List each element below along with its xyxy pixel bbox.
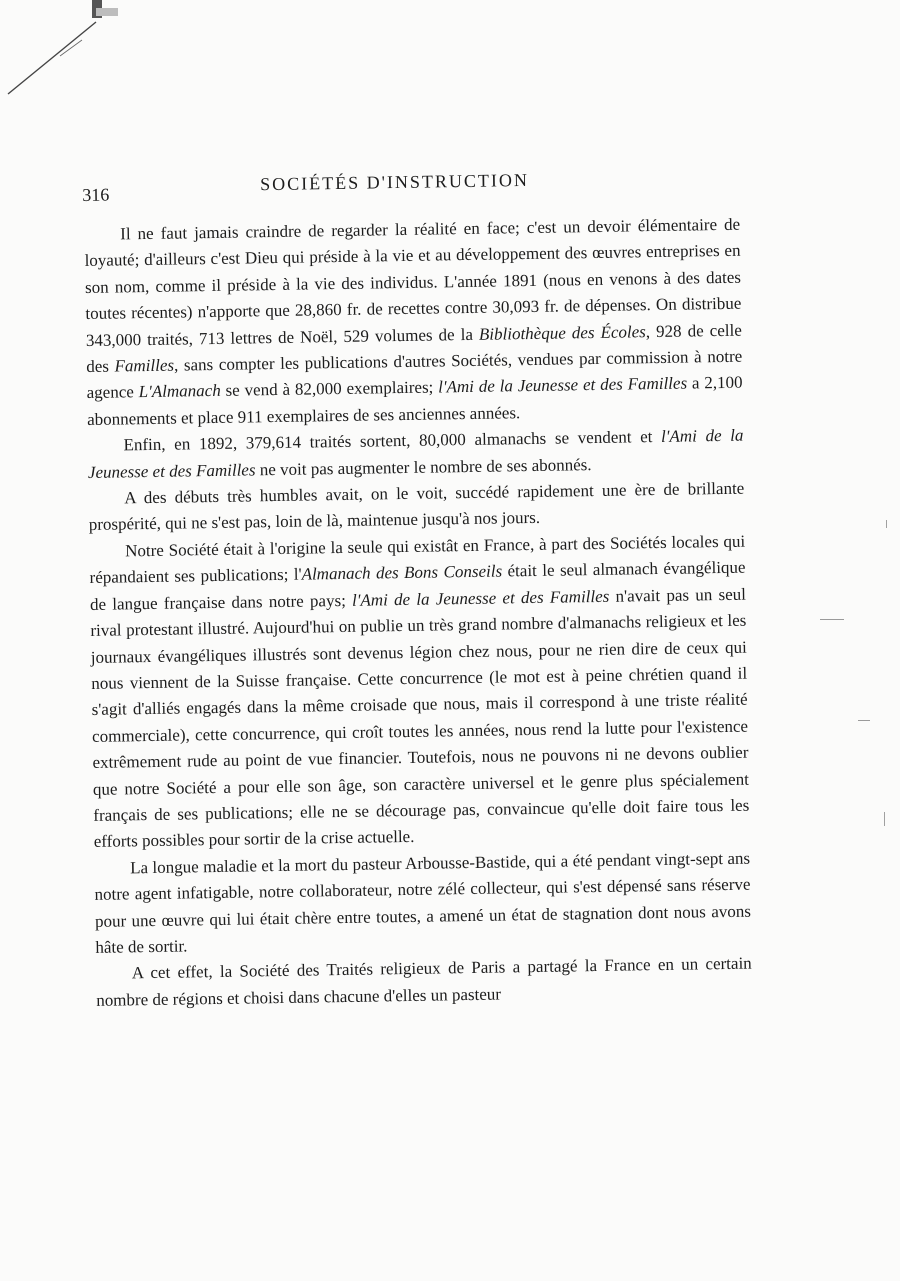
running-head xyxy=(80,165,740,205)
text-run: Notre Société était à l'origine la seule qui existât en France, à part des Sociétés locales qui répandaient ses publications; l' xyxy=(89,531,746,588)
italic-title: Almanach des Bons Conseils xyxy=(301,561,503,584)
text-run: était le seul almanach évangélique de langue française dans notre pays; xyxy=(89,557,746,614)
margin-mark xyxy=(884,812,885,826)
text-run: Enfin, en 1892, 379,614 traités sortent, 80,000 almanachs se vendent et xyxy=(123,427,662,455)
text-run: A cet effet, la Société des Traités religieux de Paris a partagé la France en un certain nombre de régions et choisi dans chacune d'elles un pasteur xyxy=(96,953,752,1010)
margin-mark xyxy=(858,720,870,721)
folded-corner-mark xyxy=(0,0,130,110)
text-run: a 2,100 abonnements et place 911 exemplaires de ses anciennes années. xyxy=(86,373,743,429)
italic-title: L'Almanach xyxy=(138,381,221,402)
text-run: ne voit pas augmenter le nombre de ses abonnés. xyxy=(255,454,592,479)
text-run: Il ne faut jamais craindre de regarder la réalité en face; c'est un devoir élémentaire de loyauté; d'ailleurs c'est Dieu qui préside à la vie et au développement des œuvres entreprises en son nom, comme il préside à la vie des individus. L'année 1891 (nous en venons à des dates toutes récentes) n'apporte que 28,860 fr. de recettes contre 30,093 fr. de dépenses. On distribue 343,000 traités, 713 lettres de Noël, 529 volumes de la xyxy=(84,214,742,350)
text-run: La longue maladie et la mort du pasteur Arbousse-Bastide, qui a été pendant vingt-sept ans notre agent infatigable, notre collaborateur, notre zélé collecteur, qui s'est dépensé sans réserve pour une œuvre qui lui était chère entre toutes, a amené un état de stagnation dont nous avons hâte de sortir. xyxy=(94,848,752,957)
text-run: n'avait pas un seul rival protestant illustré. Aujourd'hui on publie un très grand nombre d'almanachs religieux et les journaux évangéliques illustrés sont devenus légion chez nous, pour ne rien dire de ceux qui nous viennent de la Suisse française. Cette concurrence (le mot est à peine chrétien quand il s'agit d'alliés engagés dans la même croisade que nous, mais il correspond à une triste réalité commerciale), cette concurrence, qui croît toutes les années, nous rend la lutte pour l'existence extrêmement rude au point de vue financier. Toutefois, nous ne pouvons ni ne devons oublier que notre Société a pour elle son âge, son caractère universel et le genre plus spécialement français de ses publications; elle ne se décourage pas, convaincue qu'elle doit faire tous les efforts possibles pour sortir de la crise actuelle. xyxy=(90,584,750,852)
italic-title: l'Ami de la Jeunesse et des Familles xyxy=(87,425,744,482)
page-number: 316 xyxy=(82,184,110,205)
text-run: , sans compter les publications d'autres Sociétés, vendues par commission à notre agence xyxy=(86,346,743,403)
body-text xyxy=(84,212,752,1014)
margin-mark xyxy=(820,619,844,620)
text-run: , 928 de celle des xyxy=(86,320,742,377)
italic-title: Familles xyxy=(114,355,175,376)
text-run: se vend à 82,000 exemplaires; xyxy=(220,377,439,401)
italic-title: l'Ami de la Jeunesse et des Familles xyxy=(438,373,688,397)
italic-title: Bibliothèque des Écoles xyxy=(478,321,646,344)
paragraph xyxy=(84,212,743,434)
paragraph xyxy=(89,529,750,856)
paragraph xyxy=(94,845,752,961)
text-run: A des débuts très humbles avait, on le voit, succédé rapidement une ère de brillante prospérité, qui ne s'est pas, loin de là, maintenue jusqu'à nos jours. xyxy=(88,478,745,535)
paragraph xyxy=(96,951,753,1014)
margin-mark xyxy=(886,520,887,528)
section-title: SOCIÉTÉS D'INSTRUCTION xyxy=(260,169,530,195)
italic-title: l'Ami de la Jeunesse et des Familles xyxy=(351,586,610,610)
